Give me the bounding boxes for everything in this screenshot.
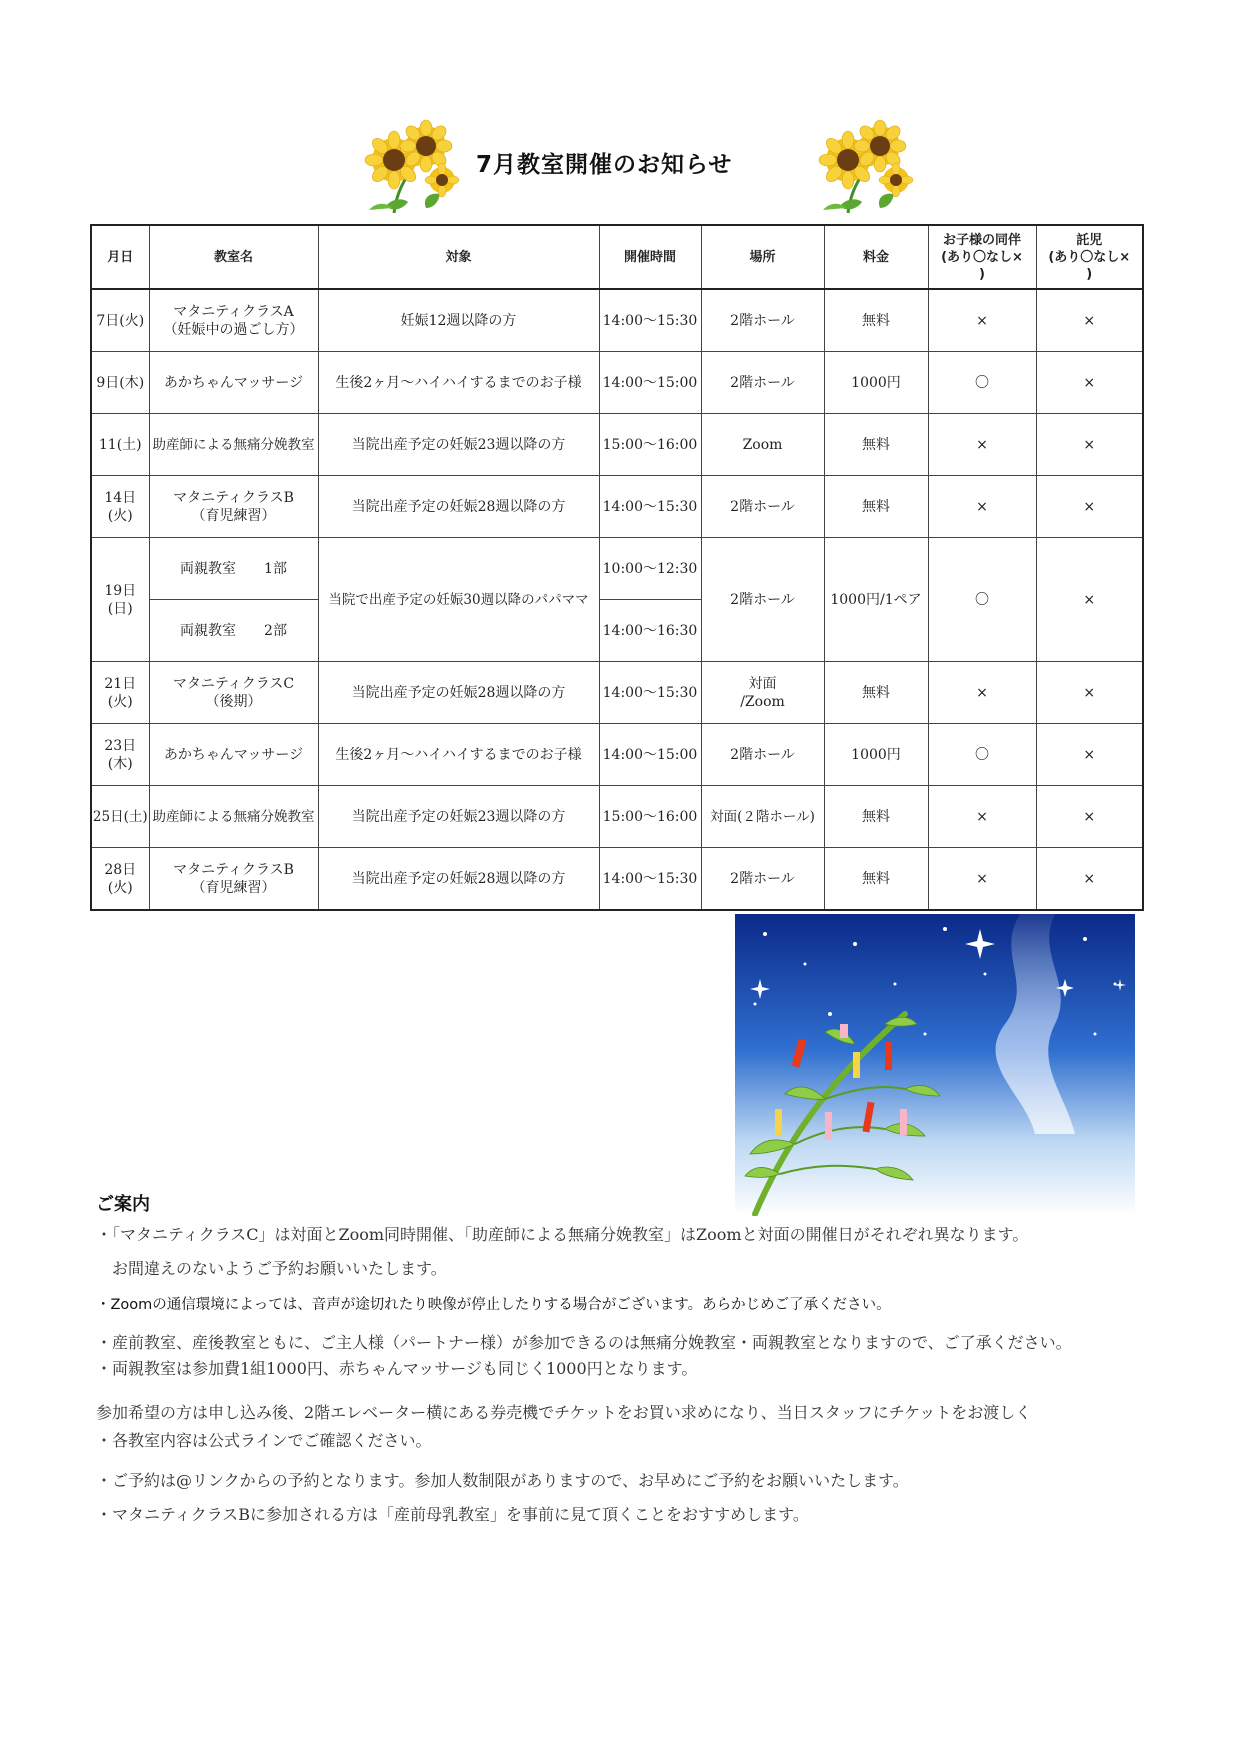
col-header-child-line1: お子様の同伴 [942, 232, 1021, 248]
cell-target: 妊娠12週以降の方 [318, 289, 599, 352]
guide-section [96, 1190, 1176, 1526]
cell-place: 2階ホール [701, 724, 824, 786]
col-header-target: 対象 [318, 225, 599, 289]
guide-line: ・産前教室、産後教室ともに、ご主人様（パートナー様）が参加できるのは無痛分娩教室・両親教室となりますので、ご了承ください。 [96, 1333, 1072, 1352]
guide-title: ご案内 [96, 1194, 150, 1215]
place-line2: /Zoom [740, 693, 785, 710]
cell-class: 両親教室 2部 [149, 600, 318, 662]
cell-date: 7日(火) [91, 289, 149, 352]
table-row [91, 414, 1143, 476]
cell-class: 助産師による無痛分娩教室 [149, 786, 318, 848]
header [0, 118, 1241, 214]
cell-child: × [928, 848, 1036, 911]
schedule-table [90, 224, 1144, 911]
cell-class [149, 289, 318, 352]
class-name: マタニティクラスC [172, 675, 295, 692]
cell-place: 対面(２階ホール) [701, 786, 824, 848]
cell-care: × [1036, 786, 1143, 848]
col-header-care-line2: (あり〇なし× [1048, 249, 1131, 265]
cell-child: × [928, 662, 1036, 724]
sunflower-icon [818, 118, 918, 214]
cell-fee: 無料 [824, 786, 928, 848]
cell-target: 当院出産予定の妊娠23週以降の方 [318, 786, 599, 848]
cell-target: 当院出産予定の妊娠23週以降の方 [318, 414, 599, 476]
cell-date: 19日(日) [91, 538, 149, 662]
cell-child: 〇 [928, 352, 1036, 414]
cell-time: 14:00～15:00 [599, 352, 701, 414]
cell-fee: 無料 [824, 848, 928, 911]
col-header-fee: 料金 [824, 225, 928, 289]
table-row [91, 476, 1143, 538]
cell-date: 9日(木) [91, 352, 149, 414]
cell-time: 14:00～16:30 [599, 600, 701, 662]
cell-time: 15:00～16:00 [599, 786, 701, 848]
cell-target: 当院で出産予定の妊娠30週以降のパパママ [318, 538, 599, 662]
col-header-class: 教室名 [149, 225, 318, 289]
col-header-time: 開催時間 [599, 225, 701, 289]
cell-date: 11(土) [91, 414, 149, 476]
cell-target: 当院出産予定の妊娠28週以降の方 [318, 476, 599, 538]
cell-place [701, 662, 824, 724]
cell-care: × [1036, 538, 1143, 662]
place-line1: 対面 [748, 675, 777, 692]
cell-fee: 無料 [824, 414, 928, 476]
cell-fee: 無料 [824, 662, 928, 724]
cell-time: 10:00～12:30 [599, 538, 701, 600]
class-subtitle: （育児練習） [191, 879, 276, 896]
guide-line: ・各教室内容は公式ラインでご確認ください。 [96, 1431, 432, 1450]
col-header-child-line2: (あり〇なし× [941, 249, 1023, 265]
cell-child: × [928, 786, 1036, 848]
cell-class: 助産師による無痛分娩教室 [149, 414, 318, 476]
cell-care: × [1036, 848, 1143, 911]
cell-fee: 1000円 [824, 352, 928, 414]
cell-child: × [928, 476, 1036, 538]
guide-line: ・マタニティクラスBに参加される方は「産前母乳教室」を事前に見て頂くことをおすすめします。 [96, 1505, 809, 1524]
col-header-care [1036, 225, 1143, 289]
col-header-child-line3: ) [979, 266, 985, 282]
cell-place: 2階ホール [701, 289, 824, 352]
cell-child: × [928, 289, 1036, 352]
cell-place: 2階ホール [701, 476, 824, 538]
cell-class: あかちゃんマッサージ [149, 352, 318, 414]
cell-class [149, 848, 318, 911]
cell-date: 14日(火) [91, 476, 149, 538]
cell-target: 生後2ヶ月～ハイハイするまでのお子様 [318, 352, 599, 414]
cell-time: 14:00～15:30 [599, 662, 701, 724]
table-row [91, 724, 1143, 786]
sunflower-icon [364, 118, 464, 214]
cell-child: 〇 [928, 724, 1036, 786]
cell-care: × [1036, 352, 1143, 414]
table-header-row [91, 225, 1143, 289]
table-row [91, 289, 1143, 352]
cell-child: × [928, 414, 1036, 476]
cell-class [149, 476, 318, 538]
cell-class [149, 662, 318, 724]
cell-time: 14:00～15:30 [599, 848, 701, 911]
col-header-child [928, 225, 1036, 289]
cell-class: あかちゃんマッサージ [149, 724, 318, 786]
class-subtitle: （妊娠中の過ごし方） [163, 321, 304, 338]
guide-line: ・両親教室は参加費1組1000円、赤ちゃんマッサージも同じく1000円となります。 [96, 1359, 698, 1378]
guide-line: お間違えのないようご予約お願いいたします。 [96, 1259, 447, 1278]
col-header-date: 月日 [91, 225, 149, 289]
cell-place: Zoom [701, 414, 824, 476]
cell-fee: 無料 [824, 476, 928, 538]
cell-child: 〇 [928, 538, 1036, 662]
cell-place: 2階ホール [701, 352, 824, 414]
cell-place: 2階ホール [701, 538, 824, 662]
guide-line: ・「マタニティクラスC」は対面とZoom同時開催、「助産師による無痛分娩教室」はZoomと対面の開催日がそれぞれ異なります。 [96, 1225, 1029, 1244]
cell-date: 21日(火) [91, 662, 149, 724]
class-name: マタニティクラスA [173, 303, 294, 320]
cell-care: × [1036, 724, 1143, 786]
tanabata-illustration [735, 914, 1135, 1216]
cell-time: 14:00～15:30 [599, 289, 701, 352]
class-name: マタニティクラスB [173, 489, 294, 506]
cell-time: 15:00～16:00 [599, 414, 701, 476]
cell-target: 当院出産予定の妊娠28週以降の方 [318, 848, 599, 911]
cell-class: 両親教室 1部 [149, 538, 318, 600]
table-row [91, 352, 1143, 414]
col-header-place: 場所 [701, 225, 824, 289]
table-row [91, 786, 1143, 848]
table-row [91, 662, 1143, 724]
col-header-care-line3: ) [1086, 266, 1093, 282]
cell-care: × [1036, 414, 1143, 476]
guide-line: 参加希望の方は申し込み後、2階エレベーター横にある券売機でチケットをお買い求めになり、当日スタッフにチケットをお渡しく [96, 1403, 1032, 1422]
cell-care: × [1036, 476, 1143, 538]
table-row [91, 538, 1143, 600]
guide-line: ・Zoomの通信環境によっては、音声が途切れたり映像が停止したりする場合がございます。あらかじめご了承ください。 [96, 1297, 891, 1313]
cell-time: 14:00～15:30 [599, 476, 701, 538]
class-name: マタニティクラスB [173, 861, 294, 878]
cell-place: 2階ホール [701, 848, 824, 911]
cell-fee: 1000円/1ペア [824, 538, 928, 662]
col-header-care-line1: 託児 [1076, 232, 1103, 248]
cell-date: 25日(土) [91, 786, 149, 848]
cell-time: 14:00～15:00 [599, 724, 701, 786]
class-subtitle: （後期） [205, 693, 262, 710]
guide-line: ・ご予約は@リンクからの予約となります。参加人数制限がありますので、お早めにご予約をお願いいたします。 [96, 1471, 909, 1490]
cell-target: 当院出産予定の妊娠28週以降の方 [318, 662, 599, 724]
cell-fee: 1000円 [824, 724, 928, 786]
page-title: 7月教室開催のお知らせ [476, 152, 733, 178]
cell-care: × [1036, 289, 1143, 352]
cell-target: 生後2ヶ月～ハイハイするまでのお子様 [318, 724, 599, 786]
cell-date: 28日(火) [91, 848, 149, 911]
cell-care: × [1036, 662, 1143, 724]
table-row [91, 848, 1143, 911]
class-subtitle: （育児練習） [191, 507, 276, 524]
cell-date: 23日(木) [91, 724, 149, 786]
cell-fee: 無料 [824, 289, 928, 352]
